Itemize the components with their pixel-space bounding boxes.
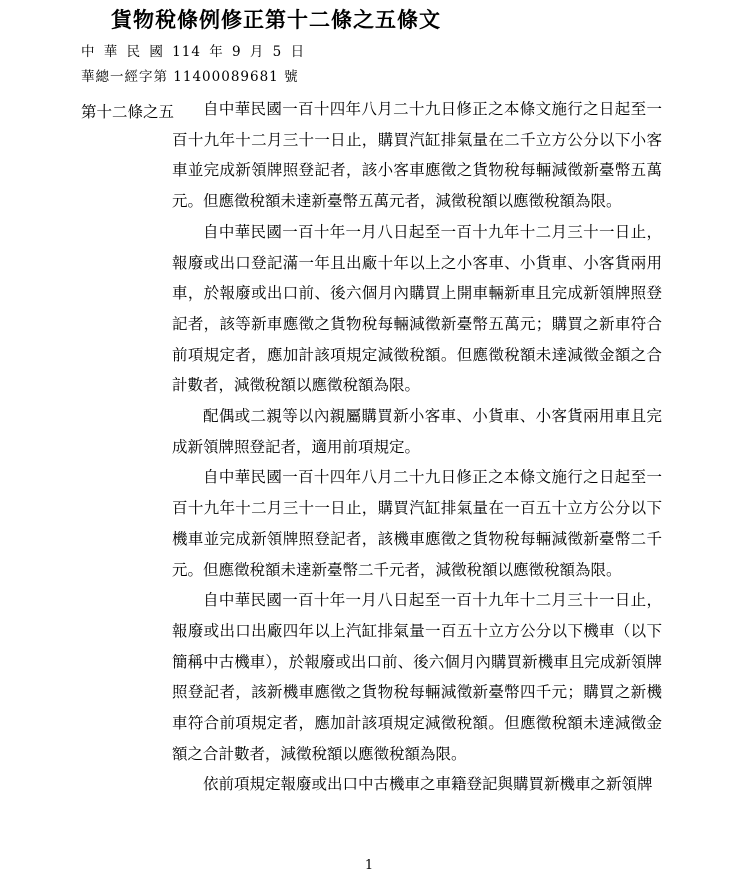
paragraph: 自中華民國一百十四年八月二十九日修正之本條文施行之日起至一百十九年十二月三十一日止，購買汽缸排氣量在二千立方公分以下小客車並完成新領牌照登記者，該小客車應徵之貨物稅每輛減徵新臺幣五萬元。但應徵稅額未達新臺幣五萬元者，減徵稅額以應徵稅額為限。 [172,100,662,211]
page-title: 貨物稅條例修正第十二條之五條文 [111,7,441,32]
paragraph: 自中華民國一百十四年八月二十九日修正之本條文施行之日起至一百十九年十二月三十一日止，購買汽缸排氣量在一百五十立方公分以下機車並完成新領牌照登記者，該機車應徵之貨物稅每輛減徵新臺幣二千元。但應徵稅額未達新臺幣二千元者，減徵稅額以應徵稅額為限。 [172,468,662,579]
article-body [172,94,662,800]
document-number: 華總一經字第 11400089681 號 [81,69,299,85]
promulgation-date: 中 華 民 國 114 年 9 月 5 日 [81,44,306,60]
paragraph: 自中華民國一百十年一月八日起至一百十九年十二月三十一日止，報廢或出口登記滿一年且出廠十年以上之小客車、小貨車、小客貨兩用車，於報廢或出口前、後六個月內購買上開車輛新車且完成新領牌照登記者，該等新車應徵之貨物稅每輛減徵新臺幣五萬元；購買之新車符合前項規定者，應加計該項規定減徵稅額。但應徵稅額未達減徵金額之合計數者，減徵稅額以應徵稅額為限。 [172,222,662,395]
paragraph: 配偶或二親等以內親屬購買新小客車、小貨車、小客貨兩用車且完成新領牌照登記者，適用前項規定。 [172,407,662,456]
paragraph: 自中華民國一百十年一月八日起至一百十九年十二月三十一日止，報廢或出口出廠四年以上汽缸排氣量一百五十立方公分以下機車（以下簡稱中古機車），於報廢或出口前、後六個月內購買新機車且完成新領牌照登記者，該新機車應徵之貨物稅每輛減徵新臺幣四千元；購買之新機車符合前項規定者，應加計該項規定減徵稅額。但應徵稅額未達減徵金額之合計數者，減徵稅額以應徵稅額為限。 [172,591,662,763]
paragraph: 依前項規定報廢或出口中古機車之車籍登記與購買新機車之新領牌 [203,775,653,794]
article-label: 第十二條之五 [81,103,175,121]
page-number: 1 [364,858,374,873]
